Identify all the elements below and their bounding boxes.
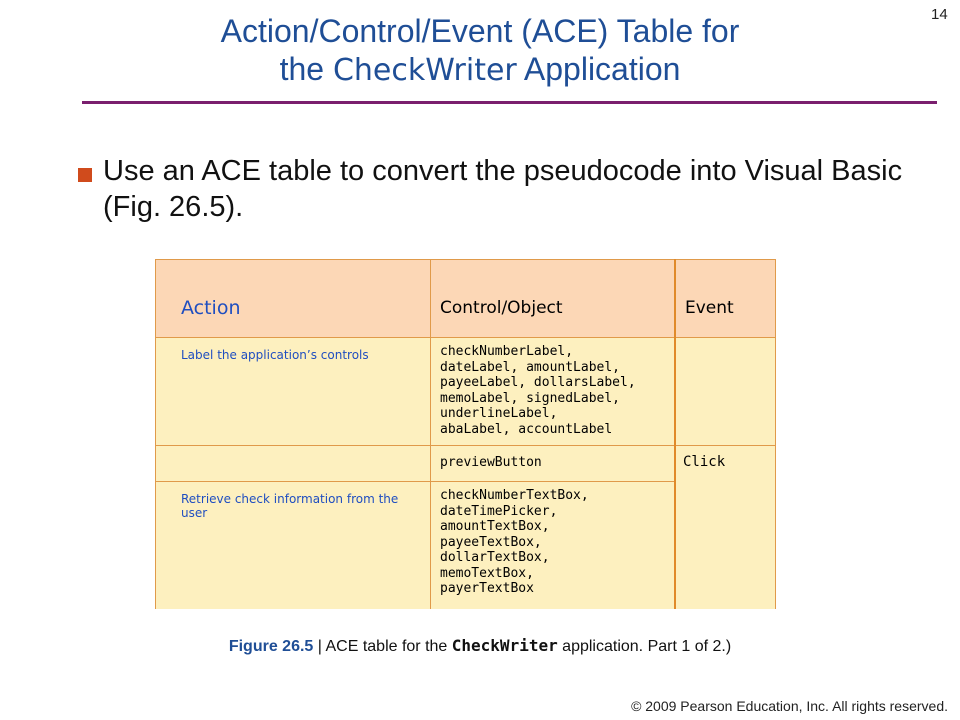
header-control-object: Control/Object [440, 298, 563, 318]
control-item: abaLabel, accountLabel [440, 421, 613, 437]
row-1-controls [440, 344, 670, 437]
control-item: checkNumberLabel, [440, 344, 574, 359]
ace-table [155, 259, 776, 609]
header-action: Action [181, 297, 241, 319]
row-3-action: Retrieve check information from the user [181, 492, 399, 520]
title-line-2 [60, 50, 900, 90]
control-item: dateLabel, amountLabel, [440, 359, 621, 375]
control-item: underlineLabel, [440, 406, 558, 421]
title-line-1: Action/Control/Event (ACE) Table for [220, 13, 740, 49]
control-item: amountTextBox, [440, 519, 550, 534]
slide-title [60, 12, 900, 90]
bullet-square-icon [78, 168, 92, 182]
control-item: checkNumberTextBox, [440, 488, 589, 503]
control-item: dateTimePicker, [440, 503, 558, 519]
row-1-action: Label the application’s controls [181, 348, 369, 362]
table-col-divider-2 [674, 259, 676, 609]
bullet-text: Use an ACE table to convert the pseudocode into Visual Basic (Fig. 26.5). [103, 155, 903, 223]
title-prefix: the [279, 51, 333, 87]
caption-figure-label: Figure 26.5 [228, 638, 314, 655]
control-item: payerTextBox [440, 581, 534, 596]
title-divider [82, 101, 937, 104]
title-app-name: CheckWriter [332, 53, 517, 88]
table-border-left [155, 259, 156, 609]
table-row-divider-1 [155, 445, 676, 446]
table-border-top [155, 259, 776, 260]
control-item: previewButton [440, 455, 542, 470]
control-item: dollarTextBox, [440, 550, 550, 565]
control-item: memoTextBox, [440, 565, 534, 581]
control-item: payeeTextBox, [440, 534, 542, 550]
caption-app-name: CheckWriter [451, 636, 558, 655]
table-header-divider [155, 337, 776, 338]
caption-suffix: application. Part 1 of 2.) [557, 638, 732, 655]
copyright-notice: © 2009 Pearson Education, Inc. All rights reserved. [631, 698, 948, 714]
table-row-divider-2 [155, 481, 676, 482]
control-item: payeeLabel, dollarsLabel, [440, 375, 636, 390]
header-event: Event [685, 298, 734, 318]
figure-caption [0, 636, 960, 656]
control-item: memoLabel, signedLabel, [440, 390, 621, 406]
row-2-controls [440, 455, 670, 471]
slide-number: 14 [931, 6, 948, 23]
table-border-right [775, 259, 776, 609]
table-col-divider-1 [430, 259, 431, 609]
row-3-controls [440, 488, 670, 597]
caption-text: | ACE table for the [313, 638, 452, 655]
row-2-event: Click [683, 454, 726, 470]
title-suffix: Application [516, 51, 681, 87]
table-row-divider-1-event [674, 445, 776, 446]
